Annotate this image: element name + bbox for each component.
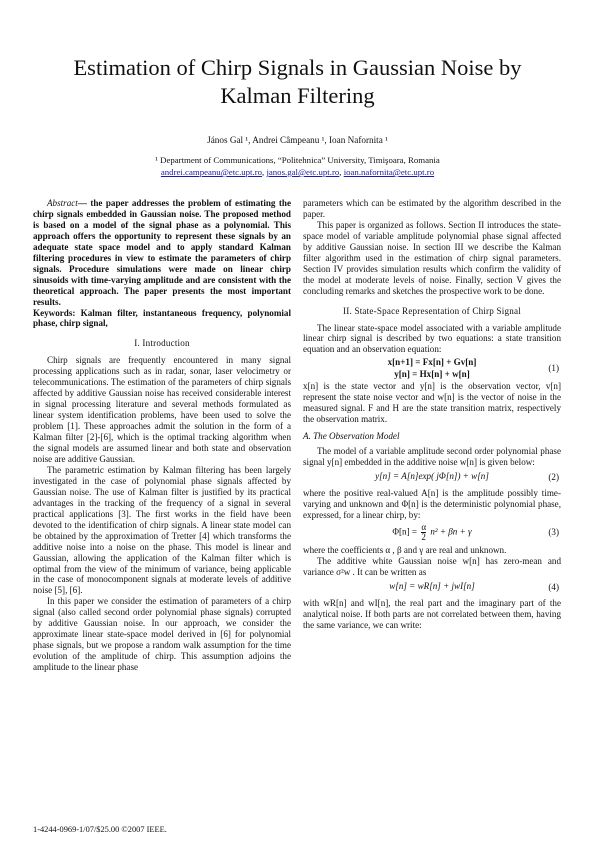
abstract	[33, 198, 291, 308]
copyright-footer: 1-4244-0969-1/07/$25.00 ©2007 IEEE.	[33, 825, 167, 834]
equation-rhs: n² + βn + γ	[430, 526, 472, 537]
body-paragraph: The model of a variable amplitude second order polynomial phase signal y[n] embedded in the additive noise w[n] is given below:	[303, 446, 561, 468]
equation-number: (1)	[548, 363, 559, 374]
paper-title: Estimation of Chirp Signals in Gaussian Noise by Kalman Filtering	[73, 55, 522, 108]
fraction-denominator: 2	[421, 531, 426, 542]
body-paragraph: with wR[n] and wI[n], the real part and the imaginary part of the analytical noise. If both parts are not correlated between them, having the same variance, we can write:	[303, 597, 561, 630]
equation-2	[303, 468, 561, 488]
author-emails: andrei.campeanu@etc.upt.ro, janos.gal@etc.upt.ro, ioan.nafornita@etc.upt.ro	[160, 167, 435, 177]
fraction	[421, 523, 426, 542]
email-link[interactable]: janos.gal@etc.upt.ro	[266, 167, 340, 177]
intro-paragraph: Chirp signals are frequently encountered in many signal processing applications such as in radar, sonar, laser velocimetry or telecommunications. The estimation of the parameters of chirp signals affected by additive Gaussian noise has received considerable interest in signal processing literature and several methods formulated as linear system identification problems, have been used to solve the problem [1]. These approaches admit the solution in the form of a Kalman filter [2]-[6], which is the optimal tracking algorithm when the signal models are assumed linear and both state and observation noise are additive Gaussian.	[33, 355, 291, 464]
equation-line: x[n+1] = Fx[n] + Gv[n]	[387, 357, 477, 368]
body-paragraph: where the coefficients α , β and γ are real and unknown.	[303, 544, 507, 555]
body-paragraph: where the positive real-valued A[n] is the amplitude possibly time-varying and unknown and Φ[n] is the deterministic polynomial phase, expressed, for a linear chirp, by:	[303, 488, 561, 520]
equation-number: (3)	[548, 526, 559, 537]
affiliation: ¹ Department of Communications, “Politehnica” University, Timişoara, Romania	[155, 155, 440, 165]
equation-number: (2)	[548, 472, 559, 483]
intro-paragraph: In this paper we consider the estimation of parameters of a chirp signal (also called second order polynomial phase signals) corrupted by additive Gaussian noise. In our approach, we consider the approximate linear state-space model derived in [6] for polynomial phase signals, but we propose a random walk assumption for the time evolution of the amplitude of chirp. This assumption adjoins the amplitude to the linear phase	[33, 596, 291, 673]
equation-lhs: Φ[n] =	[392, 526, 418, 537]
email-link[interactable]: andrei.campeanu@etc.upt.ro	[160, 167, 263, 177]
right-column	[303, 198, 561, 631]
body-paragraph: The additive white Gaussian noise w[n] has zero-mean and variance σ²w . It can be written as	[303, 555, 561, 577]
intro-paragraph: The parametric estimation by Kalman filtering has been largely investigated in the case of polynomial phase signals affected by Gaussian noise. The use of Kalman filter is justified by its practical advantages in the tracking of the frequency of a signal in several practical applications [3]. The first works in the field have been devoted to the identification of chirp signals. A linear state model can be obtained by the approximation of Tretter [4] which transforms the additive noise into a noise on the phase. This model is linear and Gaussian, allowing the application of the Kalman filter which is optimal from the view of the minimum of variance, being applicable in the case of monocomponent signals at moderate levels of additive noise [5], [6].	[33, 464, 291, 596]
equation-1	[303, 355, 561, 381]
equation-3	[303, 521, 561, 545]
equation-body: y[n] = A[n]exp( jΦ[n]) + w[n]	[375, 471, 489, 482]
section-heading-state-space: II. State-Space Representation of Chirp Signal	[343, 305, 521, 316]
body-paragraph: This paper is organized as follows. Section II introduces the state-space model of variable amplitude polynomial phase signal affected by additive Gaussian noise. In section III we describe the Kalman filter algorithm used in the estimation of chirp signal parameters. Section IV provides simulation results which confirm the validity of the model at moderate levels of noise. Finally, section V gives the concluding remarks and sketches the prospective work to be done.	[303, 219, 561, 296]
left-column	[33, 198, 291, 673]
subsection-heading: A. The Observation Model	[303, 431, 400, 442]
body-paragraph: parameters which can be estimated by the algorithm described in the paper.	[303, 198, 561, 219]
abstract-text: — the paper addresses the problem of estimating the chirp signals embedded in Gaussian noise. The proposed method is based on a model of the signal phase as a polynomial. This approach offers the opportunity to represent these signals by an adequate state space model and to apply standard Kalman filtering procedures in view to estimate the parameters of chirp signals. Procedure simulations were made on linear chirp sinusoids with time-varying amplitude and are consistent with the theoretical approach. The paper presents the most important results.	[33, 198, 291, 307]
equation-body: w[n] = wR[n] + jwI[n]	[389, 580, 475, 591]
equation-number: (4)	[548, 581, 559, 592]
body-paragraph: x[n] is the state vector and y[n] is the observation vector, v[n] represent the state noise vector and w[n] is the vector of noise in the measured signal. F and H are the state transition matrix, respectively the observation matrix.	[303, 381, 561, 425]
equation-4	[303, 578, 561, 598]
author-list: János Gal ¹, Andrei Câmpeanu ¹, Ioan Nafornita ¹	[207, 135, 388, 145]
email-link[interactable]: ioan.nafornita@etc.upt.ro	[343, 167, 435, 177]
body-paragraph: The linear state-space model associated with a variable amplitude linear chirp signal is described by two equations: a state transition equation and an observation equation:	[303, 322, 561, 355]
abstract-label: Abstract	[47, 198, 78, 208]
keywords: Keywords: Kalman filter, instantaneous frequency, polynomial phase, chirp signal,	[33, 307, 291, 329]
equation-line: y[n] = Hx[n] + w[n]	[394, 369, 470, 380]
fraction-numerator: α	[421, 521, 427, 532]
section-heading-introduction: I. Introduction	[134, 338, 190, 349]
